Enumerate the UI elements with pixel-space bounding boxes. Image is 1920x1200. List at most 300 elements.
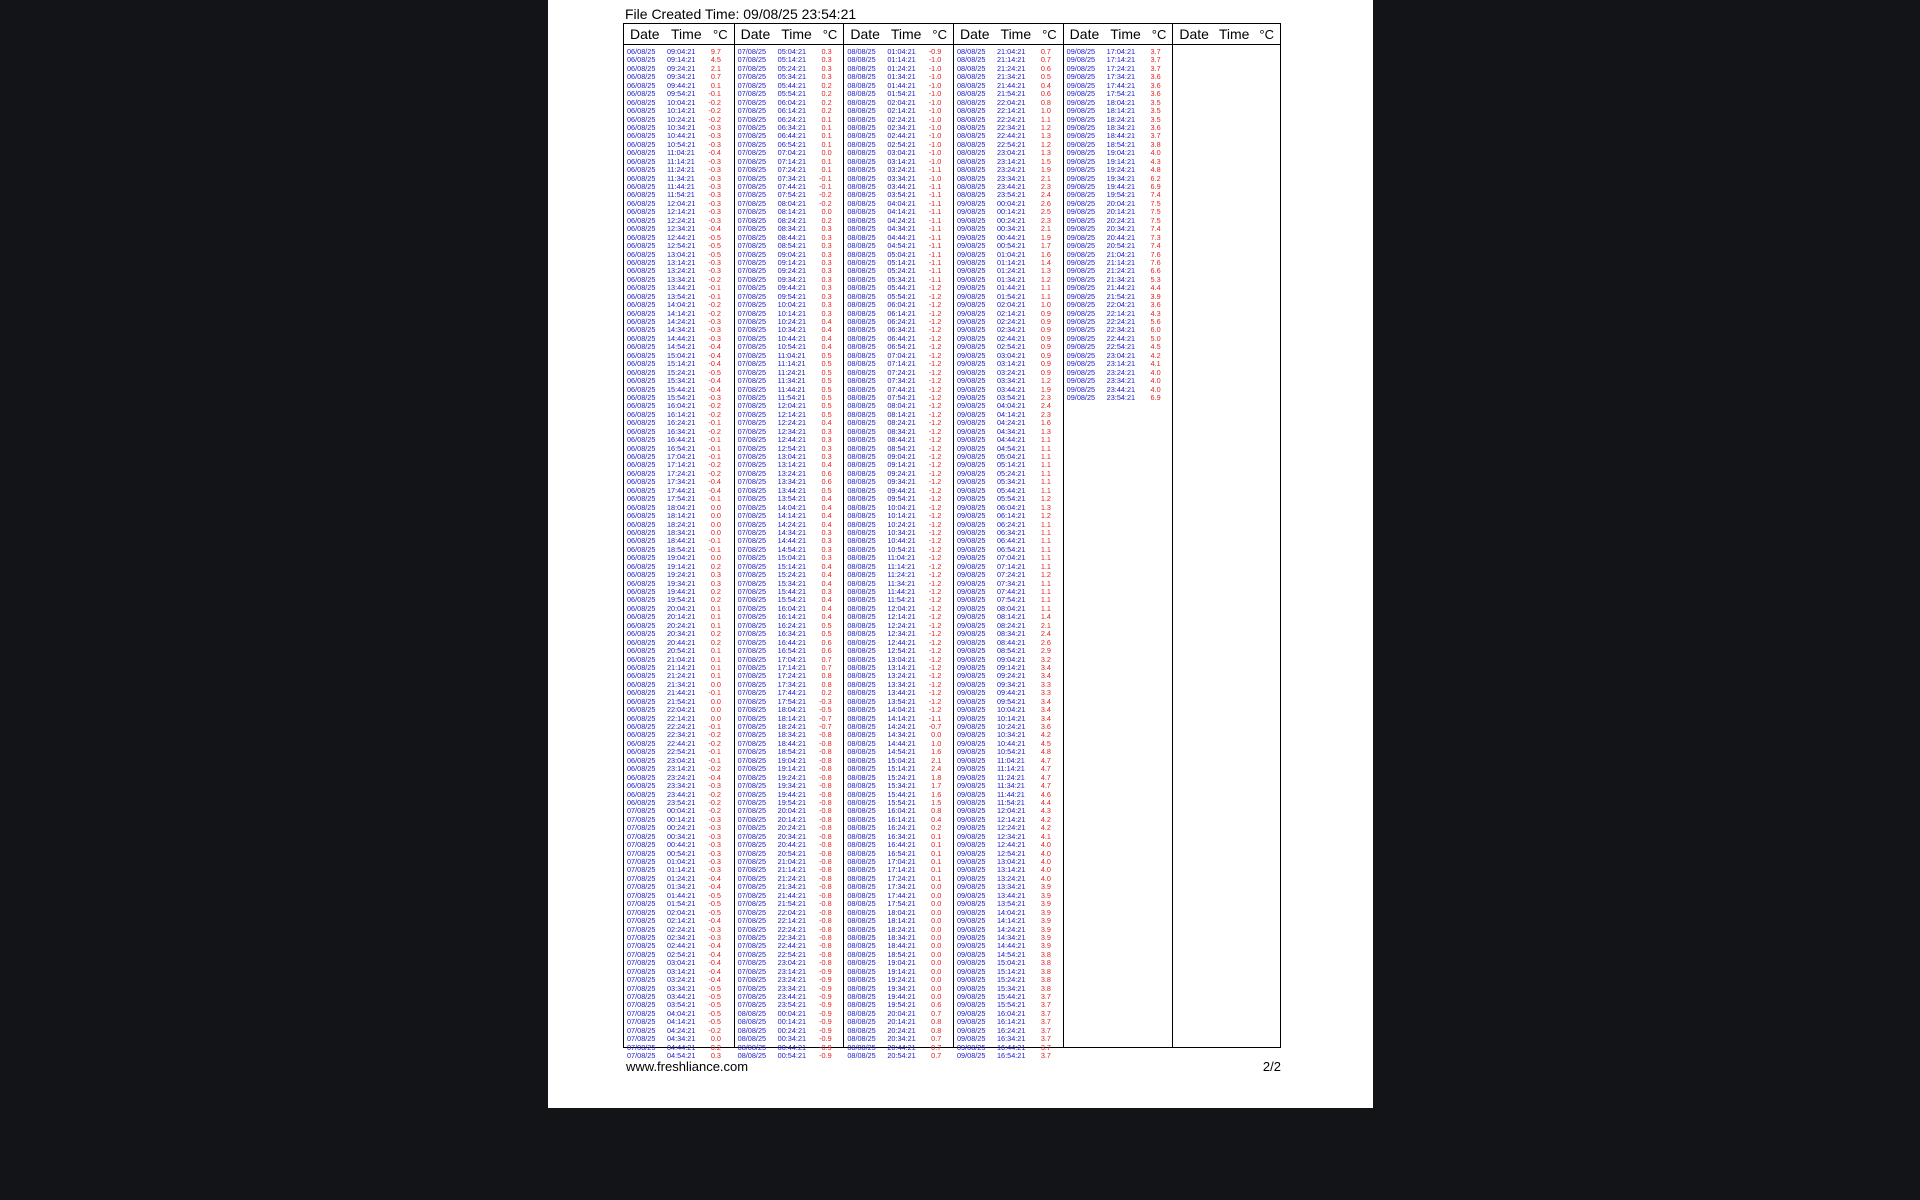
cell-temperature: 0.2 [710,587,721,596]
cell-time: 11:44:21 [777,384,806,394]
cell-time: 15:44:21 [777,587,807,596]
cell-temperature: 1.2 [1040,511,1051,521]
cell-time: 15:04:21 [887,755,916,765]
cell-temperature: -0.1 [708,494,721,504]
cell-time: 12:04:21 [997,806,1026,816]
cell-time: 11:24:21 [997,772,1025,782]
cell-date: 07/08/25 [737,452,767,461]
cell-time: 02:44:21 [667,941,696,951]
cell-date: 08/08/25 [847,865,876,875]
cell-date: 07/08/25 [737,553,767,563]
cell-temperature: -1.0 [928,122,942,132]
cell-time: 07:54:21 [777,190,807,200]
cell-temperature: 0.2 [710,629,721,639]
header-unit: °C [1042,26,1057,42]
cell-temperature: 0.7 [931,1042,942,1052]
cell-time: 04:44:21 [887,232,916,242]
cell-temperature: 6.2 [1150,173,1161,183]
cell-time: 01:14:21 [887,55,916,65]
cell-time: 21:04:21 [997,47,1026,56]
cell-temperature: 0.3 [710,578,721,588]
cell-time: 02:44:21 [887,131,916,141]
cell-date: 07/08/25 [737,612,767,622]
cell-time: 10:54:21 [777,342,807,352]
cell-time: 12:34:21 [667,224,696,234]
cell-temperature: -1.1 [928,274,942,284]
cell-date: 09/08/25 [1066,80,1096,90]
cell-temperature: 2.1 [1040,224,1051,234]
cell-time: 18:14:21 [667,511,696,521]
cell-time: 19:54:21 [887,1000,916,1010]
cell-date: 08/08/25 [847,519,876,529]
cell-temperature: 0.1 [710,654,721,664]
cell-time: 07:34:21 [997,578,1026,588]
cell-temperature: -0.1 [708,544,721,554]
cell-time: 06:24:21 [777,114,807,124]
cell-date: 07/08/25 [737,983,767,993]
cell-time: 23:04:21 [667,755,696,765]
cell-time: 00:44:21 [777,1042,807,1052]
cell-time: 05:04:21 [777,47,807,56]
cell-date: 07/08/25 [737,890,767,900]
cell-temperature: 1.2 [1040,139,1051,149]
cell-temperature: -0.5 [708,367,721,377]
cell-time: 12:44:21 [887,637,916,647]
cell-date: 08/08/25 [847,452,876,461]
cell-date: 09/08/25 [957,772,986,782]
cell-temperature: 0.0 [821,148,832,158]
cell-date: 08/08/25 [847,823,876,833]
cell-time: 19:14:21 [887,966,916,976]
cell-temperature: -0.3 [708,317,721,326]
cell-temperature: 0.0 [710,502,721,512]
cell-date: 06/08/25 [627,291,656,301]
cell-date: 06/08/25 [627,350,656,360]
cell-time: 22:54:21 [997,139,1026,149]
cell-time: 09:14:21 [667,55,696,65]
cell-date: 09/08/25 [1066,367,1096,377]
cell-temperature: -1.2 [928,300,942,310]
cell-date: 07/08/25 [737,603,767,613]
cell-temperature: 4.2 [1040,814,1051,824]
cell-time: 13:54:21 [667,291,696,301]
cell-time: 20:04:21 [667,603,696,613]
cell-temperature: 0.4 [821,603,832,613]
cell-temperature: 4.4 [1150,283,1161,293]
cell-time: 16:54:21 [777,646,807,656]
cell-time: 11:04:21 [997,755,1025,765]
cell-temperature: 0.1 [710,612,721,622]
cell-temperature: -0.3 [708,165,721,175]
cell-temperature: 0.4 [821,519,832,529]
cell-temperature: 2.1 [1040,620,1051,630]
cell-time: 14:14:21 [667,308,696,318]
cell-time: 09:44:21 [777,283,807,293]
cell-time: 23:54:21 [667,797,696,807]
header-unit: °C [932,26,947,42]
cell-date: 07/08/25 [737,173,767,183]
cell-time: 22:54:21 [667,747,696,757]
cell-temperature: 4.5 [710,55,721,65]
cell-temperature: -0.1 [708,418,721,428]
cell-time: 05:34:21 [887,274,916,284]
cell-temperature: -0.4 [708,224,721,234]
cell-date: 06/08/25 [627,612,656,622]
column-body [844,45,953,1061]
cell-date: 07/08/25 [737,1000,767,1010]
cell-temperature: 2.5 [1040,207,1051,217]
cell-date: 06/08/25 [627,452,656,461]
cell-time: 22:24:21 [1106,317,1136,326]
header-unit: °C [822,26,838,42]
cell-time: 05:44:21 [887,283,916,293]
cell-date: 08/08/25 [847,527,876,537]
cell-time: 14:14:21 [997,916,1026,926]
cell-time: 01:24:21 [997,266,1026,276]
cell-temperature: 0.9 [1040,367,1051,377]
cell-date: 06/08/25 [627,257,656,267]
cell-date: 09/08/25 [957,705,986,715]
cell-date: 07/08/25 [627,992,656,1001]
cell-time: 10:24:21 [887,519,916,529]
cell-time: 21:04:21 [667,654,696,664]
cell-time: 23:54:21 [1106,392,1136,402]
cell-time: 23:54:21 [997,190,1026,200]
cell-date: 08/08/25 [847,840,876,850]
cell-temperature: -1.2 [928,671,942,681]
cell-time: 12:14:21 [777,409,807,419]
cell-date: 07/08/25 [737,249,767,259]
cell-temperature: 2.1 [710,63,721,73]
cell-time: 21:44:21 [1106,283,1136,293]
cell-time: 06:54:21 [777,139,807,149]
cell-time: 22:04:21 [667,705,696,715]
cell-date: 06/08/25 [627,317,656,326]
cell-temperature: 0.0 [931,882,942,892]
cell-time: 22:14:21 [1106,308,1136,318]
cell-temperature: 1.5 [931,797,942,807]
cell-temperature: 0.0 [931,730,942,740]
cell-temperature: 0.8 [931,1017,942,1027]
cell-date: 07/08/25 [737,97,767,107]
cell-date: 07/08/25 [737,308,767,318]
cell-time: 19:04:21 [1106,148,1136,158]
cell-date: 09/08/25 [1066,249,1096,259]
cell-time: 21:14:21 [997,55,1026,65]
cell-date: 09/08/25 [957,241,986,251]
header-unit: °C [1151,26,1167,42]
cell-date: 08/08/25 [847,156,876,166]
cell-temperature: 0.8 [821,679,832,689]
cell-temperature: -0.4 [708,873,721,883]
cell-temperature: 3.8 [1040,983,1051,993]
cell-temperature: 0.1 [821,156,832,166]
cell-time: 12:54:21 [667,241,696,251]
cell-time: 12:54:21 [997,848,1026,858]
cell-temperature: -1.1 [928,224,942,234]
cell-time: 14:14:21 [777,511,807,521]
cell-date: 09/08/25 [1066,47,1096,56]
cell-temperature: 0.1 [821,165,832,175]
cell-time: 03:14:21 [667,966,696,976]
cell-time: 18:14:21 [1106,106,1136,116]
cell-time: 01:34:21 [887,72,916,82]
cell-temperature: 3.8 [1040,949,1051,959]
cell-temperature: 1.1 [1040,468,1051,478]
cell-temperature: -0.1 [708,291,721,301]
cell-temperature: -0.8 [819,797,832,807]
cell-temperature: 0.9 [1040,325,1051,335]
cell-time: 23:14:21 [667,764,696,774]
cell-date: 09/08/25 [957,738,986,748]
cell-temperature: 0.3 [821,249,832,259]
cell-time: 07:44:21 [887,384,916,394]
cell-temperature: 4.1 [1040,831,1051,841]
header-time: Time [781,26,812,42]
cell-time: 17:54:21 [667,494,696,504]
cell-time: 10:44:21 [777,333,807,343]
cell-time: 18:14:21 [887,916,916,926]
cell-date: 06/08/25 [627,182,656,191]
cell-time: 01:34:21 [997,274,1026,284]
cell-time: 20:24:21 [887,1025,916,1035]
cell-date: 09/08/25 [957,722,986,731]
cell-time: 10:14:21 [667,106,696,116]
cell-temperature: -0.9 [819,975,832,985]
cell-temperature: -1.2 [928,485,942,495]
cell-temperature: 0.5 [821,409,832,419]
cell-date: 09/08/25 [957,300,986,310]
cell-temperature: -0.3 [708,156,721,166]
cell-time: 06:44:21 [997,536,1026,546]
cell-temperature: -1.1 [928,249,942,259]
cell-temperature: 7.4 [1150,241,1161,251]
cell-time: 02:34:21 [667,932,696,942]
cell-time: 06:34:21 [777,122,807,132]
cell-time: 00:04:21 [777,1008,807,1018]
cell-date: 08/08/25 [847,401,876,411]
cell-date: 08/08/25 [847,367,876,377]
website-footer: www.freshliance.com [626,1059,749,1074]
cell-time: 20:54:21 [777,848,807,858]
cell-date: 07/08/25 [627,907,656,917]
cell-date: 09/08/25 [957,570,986,580]
cell-date: 08/08/25 [957,156,986,166]
cell-temperature: -0.4 [708,359,721,369]
cell-temperature: -0.3 [708,207,721,217]
cell-time: 01:04:21 [667,857,696,866]
cell-temperature: 3.3 [1040,688,1051,698]
cell-temperature: 2.1 [931,755,942,765]
cell-time: 12:44:21 [997,840,1026,850]
cell-time: 05:54:21 [777,89,807,99]
cell-date: 09/08/25 [957,696,986,706]
cell-date: 08/08/25 [847,131,876,141]
cell-temperature: -0.5 [708,1000,721,1010]
cell-time: 17:44:21 [1106,80,1136,90]
cell-temperature: 4.0 [1040,865,1051,875]
cell-time: 20:04:21 [777,806,807,816]
column-body [1064,45,1173,402]
cell-time: 14:14:21 [887,713,916,723]
cell-date: 09/08/25 [957,1017,986,1027]
cell-temperature: 0.0 [931,975,942,985]
cell-date: 08/08/25 [847,485,876,495]
cell-temperature: 4.8 [1150,165,1161,175]
cell-date: 08/08/25 [847,1025,876,1035]
cell-time: 16:44:21 [997,1042,1026,1052]
cell-time: 23:04:21 [997,148,1026,158]
cell-time: 00:14:21 [777,1017,807,1027]
cell-date: 08/08/25 [847,587,876,596]
cell-date: 08/08/25 [847,654,876,664]
header-date: Date [1069,26,1100,42]
cell-temperature: -0.4 [708,958,721,968]
cell-temperature: 0.0 [821,207,832,217]
cell-temperature: 1.2 [1040,376,1051,386]
cell-temperature: 1.1 [1040,283,1051,293]
cell-date: 07/08/25 [737,587,767,596]
cell-time: 22:44:21 [997,131,1026,141]
cell-temperature: 3.4 [1040,671,1051,681]
cell-date: 08/08/25 [847,55,876,65]
cell-date: 08/08/25 [847,637,876,647]
cell-time: 23:14:21 [777,966,807,976]
cell-date: 09/08/25 [957,418,986,428]
cell-time: 11:04:21 [887,553,916,563]
cell-temperature: 0.5 [821,485,832,495]
cell-time: 06:04:21 [887,300,916,310]
cell-temperature: 4.4 [1040,797,1051,807]
cell-temperature: -1.2 [928,536,942,546]
cell-time: 09:54:21 [887,494,916,504]
cell-date: 06/08/25 [627,502,656,512]
cell-temperature: -1.1 [928,266,942,276]
cell-time: 14:34:21 [667,325,696,335]
cell-temperature: 1.1 [1040,527,1051,537]
cell-time: 03:54:21 [997,392,1026,402]
cell-time: 00:04:21 [667,806,696,816]
cell-time: 17:04:21 [887,857,916,866]
cell-temperature: 4.7 [1040,772,1051,782]
cell-date: 07/08/25 [737,215,767,225]
cell-time: 03:44:21 [997,384,1026,394]
cell-time: 09:34:21 [887,477,916,487]
cell-time: 13:04:21 [667,249,696,259]
cell-date: 07/08/25 [737,317,767,326]
cell-time: 05:44:21 [997,485,1026,495]
cell-time: 22:34:21 [777,932,807,942]
cell-time: 17:54:21 [887,899,916,909]
cell-date: 09/08/25 [957,966,986,976]
cell-time: 15:14:21 [887,764,916,774]
cell-date: 06/08/25 [627,561,656,571]
cell-date: 07/08/25 [737,89,767,99]
cell-temperature: -0.3 [819,696,832,706]
cell-date: 09/08/25 [1066,139,1096,149]
cell-temperature: -0.5 [708,899,721,909]
cell-temperature: 0.1 [931,873,942,883]
cell-time: 17:14:21 [667,460,696,470]
cell-temperature: -0.3 [708,932,721,942]
cell-temperature: 4.8 [1040,747,1051,757]
cell-time: 10:44:21 [997,738,1026,748]
cell-date: 08/08/25 [847,620,876,630]
cell-temperature: -1.2 [928,443,942,453]
cell-temperature: -1.2 [928,308,942,318]
cell-date: 07/08/25 [737,705,767,715]
cell-temperature: -0.9 [819,1008,832,1018]
cell-temperature: 2.1 [1040,173,1051,183]
table-row [1067,394,1171,402]
cell-date: 08/08/25 [847,426,876,436]
cell-date: 06/08/25 [627,544,656,554]
cell-time: 02:14:21 [887,106,916,116]
cell-temperature: 0.7 [1040,47,1051,56]
cell-date: 08/08/25 [847,97,876,107]
cell-date: 06/08/25 [627,460,656,470]
cell-date: 06/08/25 [627,47,656,56]
cell-time: 15:34:21 [887,781,916,791]
cell-date: 09/08/25 [957,612,986,622]
cell-temperature: 3.6 [1150,72,1161,82]
cell-date: 09/08/25 [957,376,986,386]
cell-temperature: 4.3 [1150,156,1161,166]
cell-temperature: 2.3 [1040,409,1051,419]
cell-date: 08/08/25 [957,190,986,200]
cell-temperature: 1.8 [931,772,942,782]
cell-time: 00:24:21 [777,1025,807,1035]
cell-time: 11:34:21 [997,781,1025,791]
cell-temperature: -0.1 [708,452,721,461]
cell-temperature: 0.3 [821,553,832,563]
cell-temperature: 1.3 [1040,502,1051,512]
cell-date: 06/08/25 [627,772,656,782]
cell-temperature: 0.2 [710,1042,721,1052]
cell-temperature: 1.1 [1040,587,1051,596]
cell-temperature: 0.0 [931,949,942,959]
cell-date: 09/08/25 [957,806,986,816]
cell-temperature: -1.0 [928,63,942,73]
cell-time: 16:14:21 [887,814,916,824]
cell-time: 11:14:21 [777,359,806,369]
cell-time: 10:04:21 [667,97,696,107]
cell-date: 09/08/25 [957,435,986,445]
cell-time: 12:24:21 [667,215,696,225]
cell-date: 07/08/25 [737,561,767,571]
cell-temperature: 0.5 [821,367,832,377]
cell-time: 15:14:21 [997,966,1026,976]
cell-time: 08:04:21 [997,603,1026,613]
cell-date: 09/08/25 [1066,190,1096,200]
cell-time: 16:14:21 [997,1017,1026,1027]
cell-temperature: -0.2 [708,797,721,807]
cell-temperature: -0.8 [819,865,832,875]
cell-temperature: 0.0 [710,713,721,723]
cell-time: 19:24:21 [667,570,696,580]
cell-time: 08:44:21 [887,435,916,445]
cell-date: 06/08/25 [627,738,656,748]
cell-time: 04:04:21 [887,198,916,208]
cell-date: 09/08/25 [957,409,986,419]
cell-date: 06/08/25 [627,789,656,799]
cell-time: 16:24:21 [997,1025,1026,1035]
cell-date: 07/08/25 [737,131,767,141]
cell-date: 08/08/25 [847,384,876,394]
cell-time: 09:54:21 [667,89,696,99]
cell-time: 06:04:21 [997,502,1026,512]
cell-temperature: 0.3 [821,544,832,554]
